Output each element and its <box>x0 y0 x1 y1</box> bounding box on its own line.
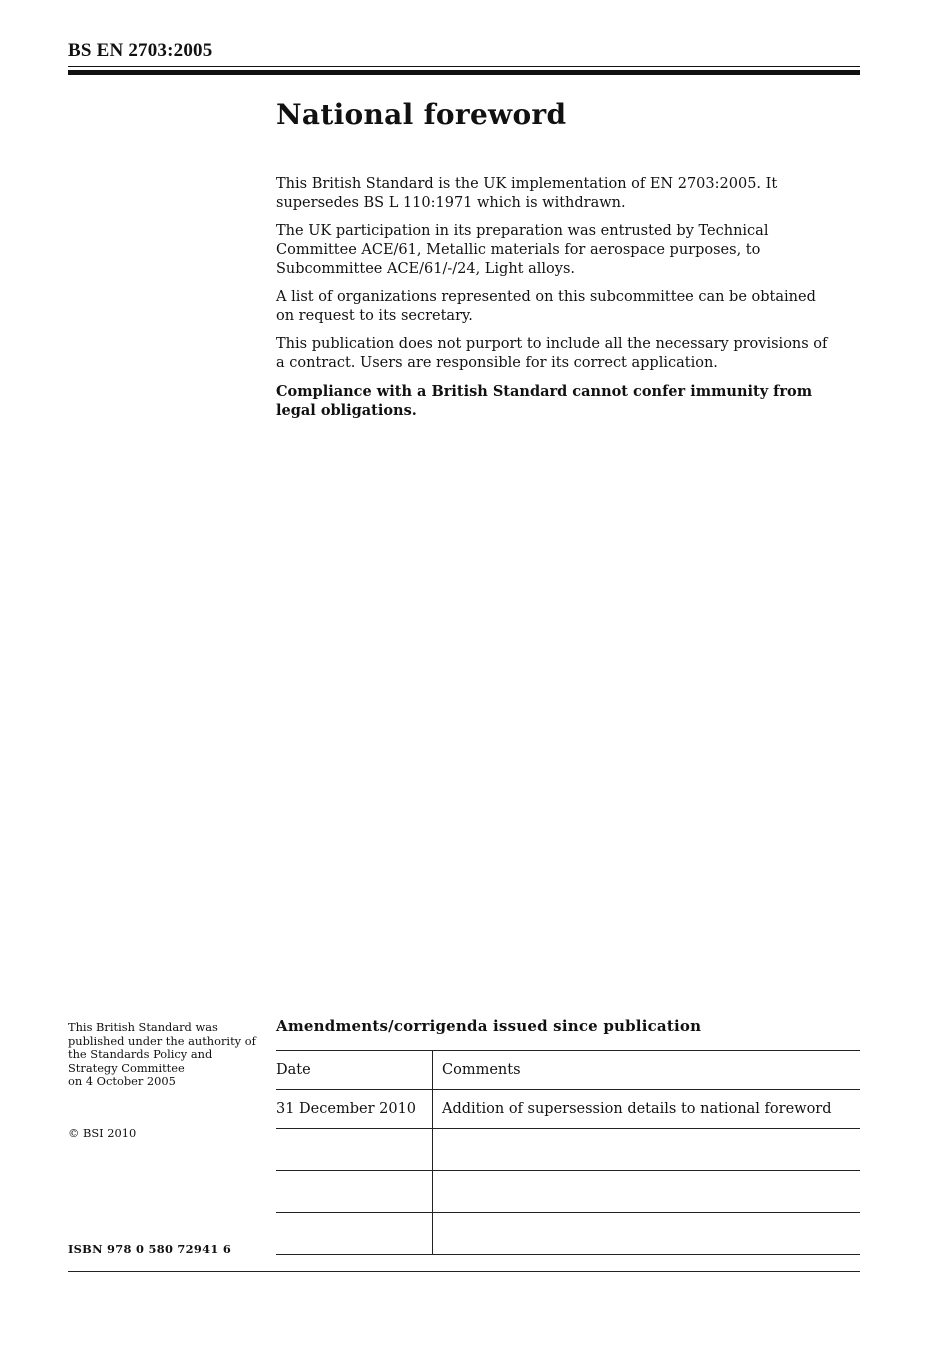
footer-rule <box>68 1271 860 1272</box>
table-row-empty <box>276 1129 860 1171</box>
standard-number: BS EN 2703:2005 <box>68 40 213 61</box>
table-row-empty <box>276 1171 860 1213</box>
isbn: ISBN 978 0 580 72941 6 <box>68 1242 232 1256</box>
empty-cell <box>433 1171 861 1213</box>
copyright-notice: © BSI 2010 <box>68 1126 137 1140</box>
empty-cell <box>433 1129 861 1171</box>
header-rule-thick <box>68 70 860 75</box>
paragraph-committee: The UK participation in its preparation was entrusted by Technical Committee ACE/61, Metallic materials for aerospace purposes, to Subcommittee ACE/61/-/24, Light alloys. <box>276 223 769 277</box>
amendment-comment: Addition of supersession details to national foreword <box>433 1090 861 1129</box>
foreword-body <box>276 175 836 429</box>
paragraph-implementation: This British Standard is the UK implementation of EN 2703:2005. It supersedes BS L 110:1971 which is withdrawn. <box>276 176 778 211</box>
column-header-date: Date <box>276 1051 433 1090</box>
paragraph-contract: This publication does not purport to include all the necessary provisions of a contract. Users are responsible for its correct application. <box>276 336 828 371</box>
amendments-title: Amendments/corrigenda issued since publication <box>276 1017 702 1035</box>
table-header-row <box>276 1051 860 1090</box>
paragraph-organizations: A list of organizations represented on this subcommittee can be obtained on request to its secretary. <box>276 289 816 324</box>
header-rule-thin <box>68 66 860 67</box>
amendments-table <box>276 1050 860 1255</box>
compliance-note: Compliance with a British Standard cannot confer immunity from legal obligations. <box>276 383 813 419</box>
table-row-empty <box>276 1213 860 1255</box>
empty-cell <box>276 1171 433 1213</box>
column-header-comments: Comments <box>433 1051 861 1090</box>
page-title: National foreword <box>276 98 567 131</box>
empty-cell <box>433 1213 861 1255</box>
publication-note: This British Standard was published under the authority of the Standards Policy and Strategy Committee on 4 October 2005 <box>68 1020 256 1089</box>
empty-cell <box>276 1129 433 1171</box>
table-row <box>276 1090 860 1129</box>
amendment-date: 31 December 2010 <box>276 1090 433 1129</box>
empty-cell <box>276 1213 433 1255</box>
